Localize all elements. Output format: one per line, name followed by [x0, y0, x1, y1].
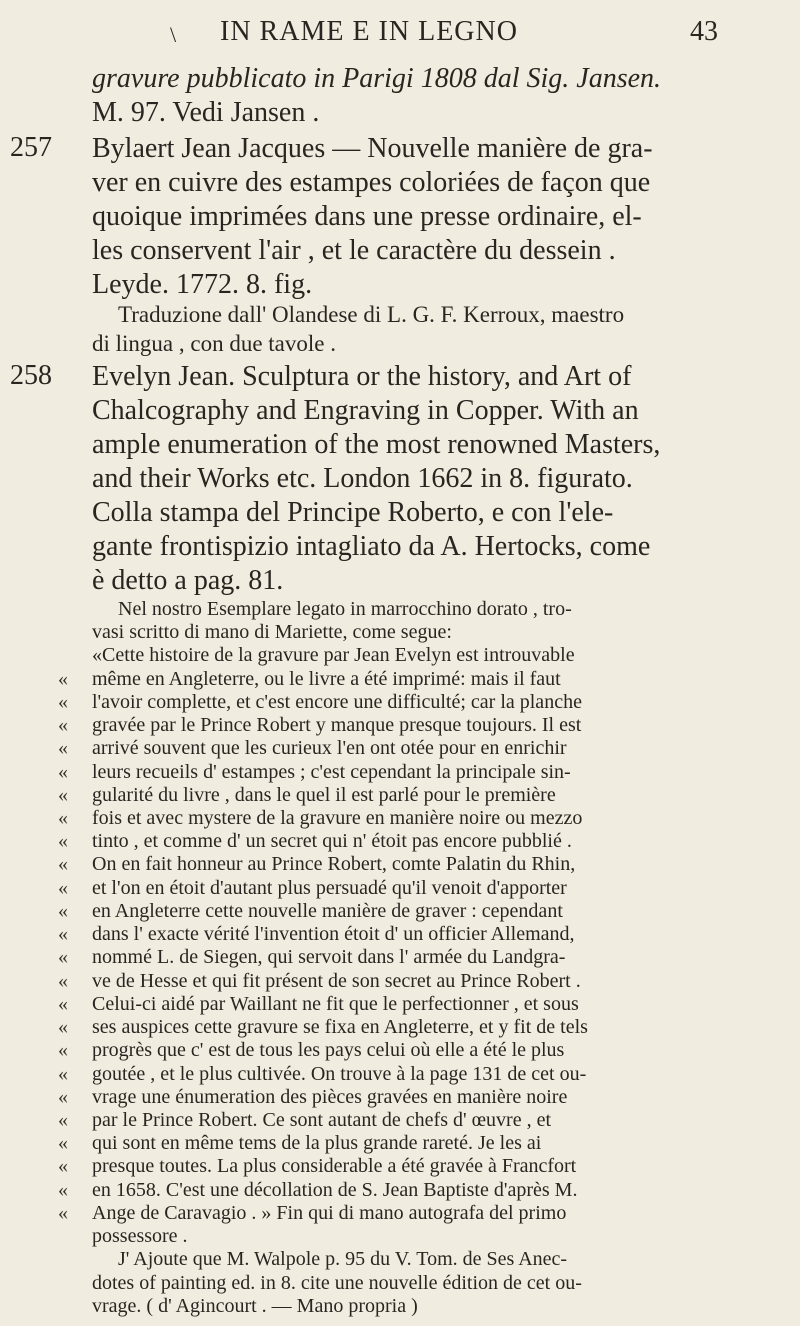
quote-mark: « [58, 807, 68, 830]
entry-line: M. 97. Vedi Jansen . [92, 97, 320, 128]
quote-mark: « [58, 1039, 68, 1062]
note-line: Celui-ci aidé par Waillant ne fit que le perfectionner , et sous [92, 992, 579, 1015]
note-line: arrivé souvent que les curieux l'en ont otée pour en enrichir [92, 737, 567, 760]
note-line: vrage une énumeration des pièces gravées en manière noire [92, 1085, 568, 1108]
note-line: Nel nostro Esemplare legato in marrocchino dorato , tro- [118, 598, 572, 620]
note-line: qui sont en même tems de la plus grande rareté. Je les ai [92, 1132, 542, 1155]
quote-mark: « [58, 1155, 68, 1178]
quote-mark: « [58, 969, 68, 992]
quote-mark: « [58, 830, 68, 853]
note-line: Ange de Caravagio . » Fin qui di mano autografa del primo [92, 1201, 567, 1224]
note-line: Traduzione dall' Olandese di L. G. F. Kerroux, maestro [118, 302, 625, 327]
note-line: nommé L. de Siegen, qui servoit dans l' armée du Landgra- [92, 946, 566, 969]
note-line: et l'on en étoit d'autant plus persuadé qu'il venoit d'apporter [92, 876, 567, 899]
note-line: fois et avec mystere de la gravure en manière noire ou mezzo [92, 807, 583, 830]
quote-mark: « [58, 1062, 68, 1085]
note-line: J' Ajoute que M. Walpole p. 95 du V. Tom. de Ses Anec- [118, 1248, 568, 1271]
entry-line: quoique imprimées dans une presse ordinaire, el- [92, 201, 642, 232]
quote-mark: « [58, 760, 68, 783]
note-line: en 1658. C'est une décollation de S. Jean Baptiste d'après M. [92, 1178, 578, 1201]
page-header [0, 14, 800, 54]
note-line: vrage. ( d' Agincourt . — Mano propria ) [92, 1294, 418, 1317]
quote-mark: « [58, 923, 68, 946]
note-line: l'avoir complette, et c'est encore une difficulté; car la planche [92, 690, 582, 713]
running-title: IN RAME E IN LEGNO [220, 16, 518, 47]
entry-line: Leyde. 1772. 8. fig. [92, 269, 313, 300]
quote-mark: « [58, 667, 68, 690]
entry-line: ample enumeration of the most renowned Masters, [92, 429, 661, 460]
entry-line: and their Works etc. London 1662 in 8. figurato. [92, 463, 633, 494]
note-line: même en Angleterre, ou le livre a été imprimé: mais il faut [92, 667, 561, 690]
entry-line: Evelyn Jean. Sculptura or the history, and Art of [92, 361, 632, 392]
quote-mark: « [58, 1085, 68, 1108]
entry-line: ver en cuivre des estampes coloriées de façon que [92, 167, 651, 198]
quote-mark: « [58, 714, 68, 737]
quote-mark: « [58, 853, 68, 876]
note-line: «Cette histoire de la gravure par Jean Evelyn est introuvable [92, 644, 575, 667]
note-line: leurs recueils d' estampes ; c'est cependant la principale sin- [92, 760, 571, 783]
quote-mark: « [58, 1016, 68, 1039]
page-number: 43 [690, 16, 718, 47]
quote-mark: « [58, 1108, 68, 1131]
quote-mark: « [58, 1201, 68, 1224]
note-line: presque toutes. La plus considerable a été gravée à Francfort [92, 1155, 577, 1178]
quote-mark: « [58, 876, 68, 899]
quote-mark: « [58, 1178, 68, 1201]
note-line: ve de Hesse et qui fit présent de son secret au Prince Robert . [92, 969, 581, 992]
entry-line: gravure pubblicato in Parigi 1808 dal Sig. Jansen. [92, 63, 662, 94]
note-line: possessore . [92, 1225, 188, 1248]
note-line: en Angleterre cette nouvelle manière de graver : cependant [92, 899, 563, 922]
note-line: dotes of painting ed. in 8. cite une nouvelle édition de cet ou- [92, 1271, 582, 1294]
note-line: di lingua , con due tavole . [92, 331, 336, 356]
quote-mark: « [58, 690, 68, 713]
note-line: On en fait honneur au Prince Robert, comte Palatin du Rhin, [92, 853, 576, 876]
note-line: tinto , et comme d' un secret qui n' étoit pas encore pubblié . [92, 830, 572, 853]
note-line: ses auspices cette gravure se fixa en Angleterre, et y fit de tels [92, 1016, 588, 1039]
quote-mark: « [58, 783, 68, 806]
quote-mark: « [58, 737, 68, 760]
note-line: vasi scritto di mano di Mariette, come segue: [92, 621, 452, 644]
entry-line: Chalcography and Engraving in Copper. With an [92, 395, 639, 426]
quote-mark: « [58, 899, 68, 922]
quote-mark: « [58, 946, 68, 969]
entry-number: 257 [10, 132, 52, 163]
entry-line: Colla stampa del Principe Roberto, e con l'ele- [92, 497, 614, 528]
note-line: progrès que c' est de tous les pays celui où elle a été le plus [92, 1039, 565, 1062]
header-mark: \ [170, 22, 177, 47]
entry-number: 258 [10, 360, 52, 391]
quote-mark: « [58, 992, 68, 1015]
entry-line: è detto a pag. 81. [92, 565, 284, 596]
entry-line: Bylaert Jean Jacques — Nouvelle manière de gra- [92, 133, 653, 164]
entry-line: gante frontispizio intagliato da A. Hertocks, come [92, 531, 651, 562]
quote-mark: « [58, 1132, 68, 1155]
note-line: dans l' exacte vérité l'invention étoit d' un officier Allemand, [92, 923, 575, 946]
note-line: gularité du livre , dans le quel il est parlé pour le première [92, 783, 556, 806]
note-line: par le Prince Robert. Ce sont autant de chefs d' œuvre , et [92, 1108, 552, 1131]
note-line: gravée par le Prince Robert y manque presque toujours. Il est [92, 714, 582, 737]
entry-line: les conservent l'air , et le caractère du dessein . [92, 235, 616, 266]
note-line: goutée , et le plus cultivée. On trouve à la page 131 de cet ou- [92, 1062, 587, 1085]
